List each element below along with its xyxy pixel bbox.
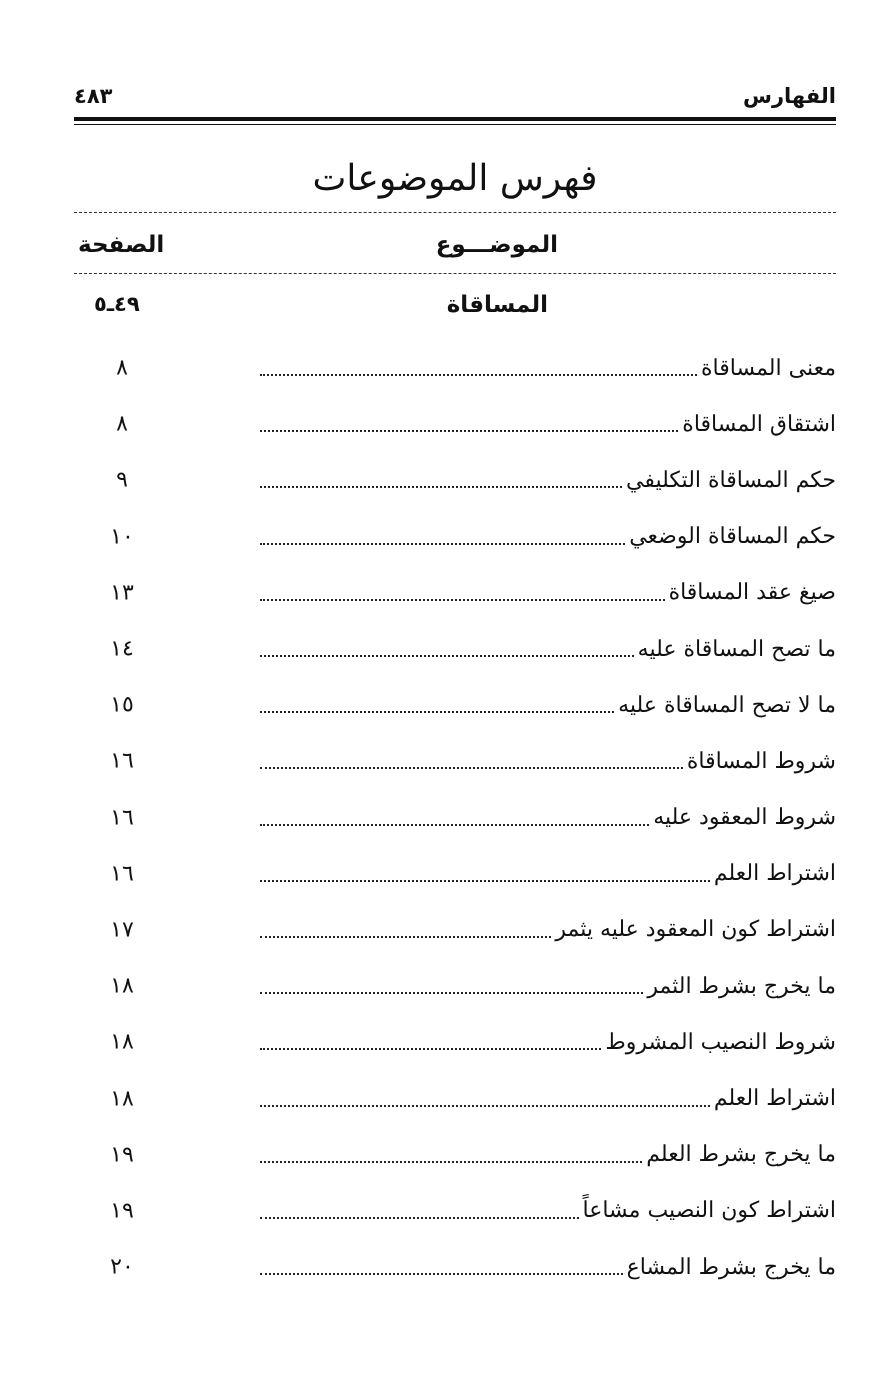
toc-entry-page: ١٨ bbox=[110, 1029, 134, 1055]
dot-leader bbox=[260, 824, 649, 826]
toc-entry-title: اشتراط كون النصيب مشاعاً bbox=[582, 1198, 836, 1224]
toc-entry bbox=[74, 733, 836, 789]
toc-entry-page: ١٩ bbox=[110, 1142, 134, 1168]
toc-entry-title: اشتراط العلم bbox=[713, 1086, 836, 1112]
dot-leader bbox=[260, 711, 614, 713]
toc-entry bbox=[74, 1239, 836, 1295]
running-head bbox=[74, 84, 836, 120]
toc-entries bbox=[74, 340, 836, 1295]
toc-entry bbox=[74, 509, 836, 565]
dot-leader bbox=[260, 1161, 642, 1163]
dot-leader bbox=[260, 1217, 579, 1219]
toc-entry-page: ٨ bbox=[116, 411, 128, 437]
toc-entry bbox=[74, 790, 836, 846]
toc-entry-page: ١٦ bbox=[110, 861, 134, 887]
dot-leader bbox=[260, 486, 622, 488]
toc-entry-title: ما تصح المساقاة عليه bbox=[637, 636, 836, 662]
divider-top bbox=[74, 212, 836, 213]
toc-entry bbox=[74, 902, 836, 958]
header-rule-thin bbox=[74, 124, 836, 125]
dot-leader bbox=[260, 1273, 623, 1275]
toc-entry-page: ١٠ bbox=[110, 524, 134, 550]
dot-leader bbox=[260, 1048, 601, 1050]
toc-entry-title: اشتراط كون المعقود عليه يثمر bbox=[555, 917, 836, 943]
toc-entry-title: اشتراط العلم bbox=[713, 861, 836, 887]
section-page-range: ٤٩ـ٥ bbox=[94, 292, 140, 316]
dot-leader bbox=[260, 992, 643, 994]
toc-entry-page: ١٨ bbox=[110, 1086, 134, 1112]
toc-entry-page: ١٣ bbox=[110, 580, 134, 606]
dot-leader bbox=[260, 767, 683, 769]
toc-entry bbox=[74, 1014, 836, 1070]
toc-entry-title: ما لا تصح المساقاة عليه bbox=[618, 692, 836, 718]
toc-entry bbox=[74, 846, 836, 902]
header-rule-thick bbox=[74, 117, 836, 121]
toc-entry bbox=[74, 1183, 836, 1239]
running-title: الفهارس bbox=[742, 84, 836, 108]
dot-leader bbox=[260, 655, 634, 657]
toc-entry-title: حكم المساقاة الوضعي bbox=[629, 524, 836, 550]
toc-entry-title: ما يخرج بشرط المشاع bbox=[626, 1254, 836, 1280]
toc-entry bbox=[74, 1070, 836, 1126]
section-heading bbox=[74, 292, 836, 328]
toc-entry-title: حكم المساقاة التكليفي bbox=[626, 467, 836, 493]
dot-leader bbox=[260, 543, 625, 545]
toc-entry-title: شروط المساقاة bbox=[686, 748, 836, 774]
toc-entry-title: معنى المساقاة bbox=[701, 355, 836, 381]
toc-entry-page: ٢٠ bbox=[110, 1254, 134, 1280]
dot-leader bbox=[260, 374, 697, 376]
dot-leader bbox=[260, 430, 678, 432]
dot-leader bbox=[260, 880, 710, 882]
toc-entry-title: شروط المعقود عليه bbox=[653, 805, 836, 831]
toc-entry bbox=[74, 340, 836, 396]
dot-leader bbox=[260, 936, 551, 938]
column-headers bbox=[74, 232, 836, 268]
page-number: ٤٨٣ bbox=[74, 84, 113, 108]
toc-entry-page: ١٦ bbox=[110, 805, 134, 831]
toc-entry-page: ١٩ bbox=[110, 1198, 134, 1224]
toc-entry bbox=[74, 1127, 836, 1183]
toc-entry bbox=[74, 958, 836, 1014]
page-title: فهرس الموضوعات bbox=[312, 158, 598, 199]
toc-entry bbox=[74, 396, 836, 452]
column-header-page: الصفحة bbox=[78, 232, 165, 258]
toc-entry-page: ١٤ bbox=[110, 636, 134, 662]
toc-entry-title: اشتقاق المساقاة bbox=[682, 411, 836, 437]
toc-entry-page: ١٨ bbox=[110, 973, 134, 999]
toc-entry-page: ١٦ bbox=[110, 748, 134, 774]
column-header-topic: الموضـــوع bbox=[435, 232, 558, 258]
toc-entry-title: صيغ عقد المساقاة bbox=[668, 580, 836, 606]
toc-entry bbox=[74, 677, 836, 733]
toc-entry bbox=[74, 621, 836, 677]
dot-leader bbox=[260, 599, 665, 601]
toc-entry-title: ما يخرج بشرط الثمر bbox=[647, 973, 836, 999]
dot-leader bbox=[260, 1105, 710, 1107]
toc-entry-title: ما يخرج بشرط العلم bbox=[646, 1142, 836, 1168]
toc-entry-title: شروط النصيب المشروط bbox=[605, 1029, 836, 1055]
toc-entry-page: ١٥ bbox=[110, 692, 134, 718]
section-title: المساقاة bbox=[446, 292, 548, 318]
toc-entry bbox=[74, 452, 836, 508]
toc-entry-page: ٩ bbox=[116, 467, 128, 493]
toc-entry-page: ٨ bbox=[116, 355, 128, 381]
divider-bottom bbox=[74, 273, 836, 274]
toc-entry bbox=[74, 565, 836, 621]
toc-entry-page: ١٧ bbox=[110, 917, 134, 943]
